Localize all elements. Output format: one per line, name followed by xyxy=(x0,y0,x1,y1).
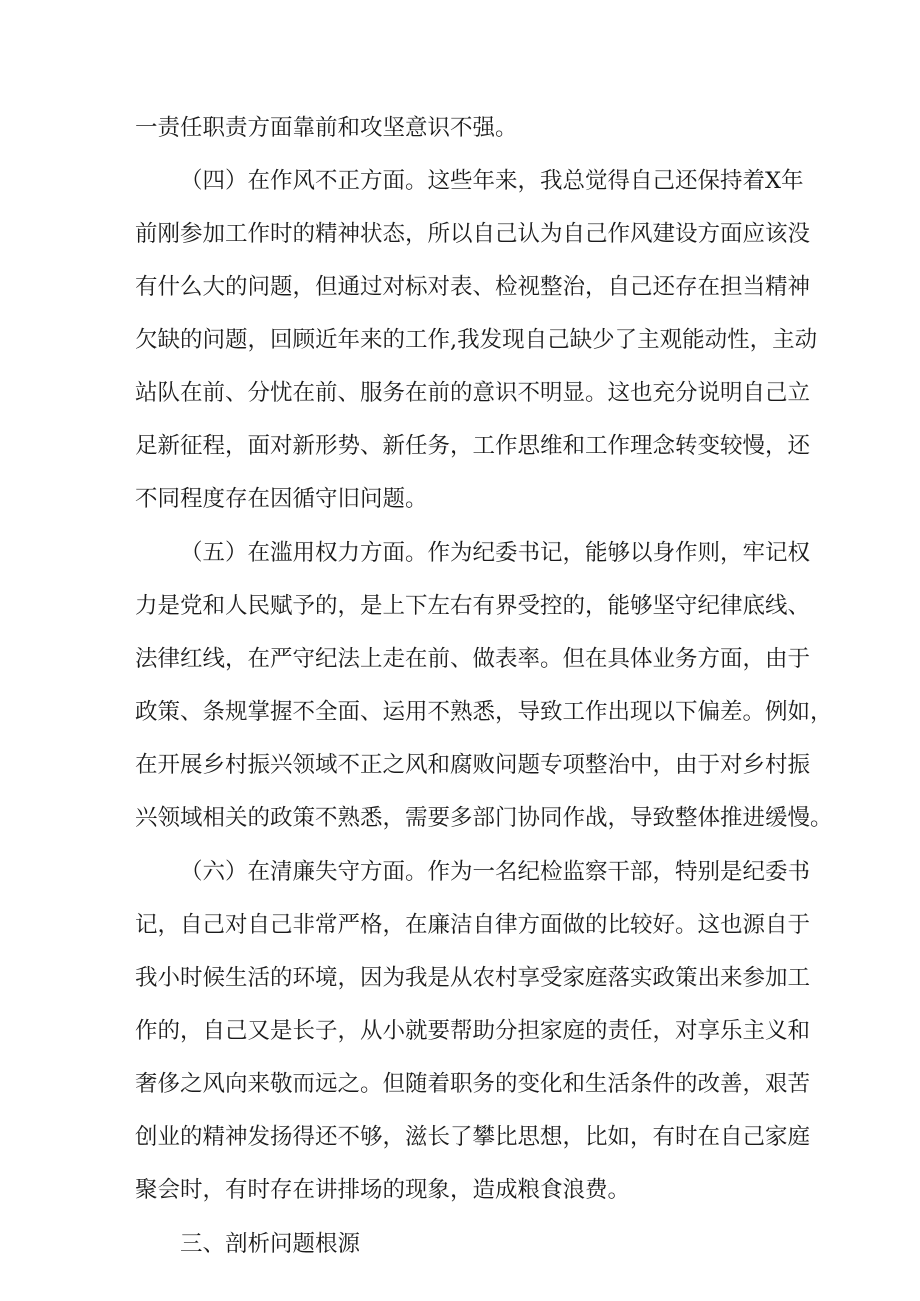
paragraph-line: （六）在清廉失守方面。作为一名纪检监察干部，特别是纪委书 xyxy=(180,859,811,885)
section-heading: 三、剖析问题根源 xyxy=(180,1231,361,1257)
paragraph-line: 聚会时，有时存在讲排场的现象，造成粮食浪费。 xyxy=(135,1177,631,1203)
paragraph-line: 兴领域相关的政策不熟悉，需要多部门协同作战，导致整体推进缓慢。 xyxy=(135,805,833,831)
paragraph-line: 我小时候生活的环境，因为我是从农村享受家庭落实政策出来参加工 xyxy=(135,965,811,991)
paragraph-line: 奢侈之风向来敬而远之。但随着职务的变化和生活条件的改善，艰苦 xyxy=(135,1071,811,1097)
paragraph-line: 作的，自己又是长子，从小就要帮助分担家庭的责任，对享乐主义和 xyxy=(135,1018,811,1044)
paragraph-line: 政策、条规掌握不全面、运用不熟悉，导致工作出现以下偏差。例如， xyxy=(135,699,833,725)
paragraph-line: （五）在滥用权力方面。作为纪委书记，能够以身作则，牢记权 xyxy=(180,540,811,566)
paragraph-line: （四）在作风不正方面。这些年来，我总觉得自己还保持着X年 xyxy=(180,168,804,194)
paragraph-line: 在开展乡村振兴领域不正之风和腐败问题专项整治中，由于对乡村振 xyxy=(135,752,811,778)
paragraph-line: 前刚参加工作时的精神状态，所以自己认为自己作风建设方面应该没 xyxy=(135,221,811,247)
paragraph-line: 不同程度存在因循守旧问题。 xyxy=(135,486,428,512)
paragraph-line: 足新征程，面对新形势、新任务，工作思维和工作理念转变较慢，还 xyxy=(135,433,811,459)
paragraph-line: 记，自己对自己非常严格，在廉洁自律方面做的比较好。这也源自于 xyxy=(135,912,811,938)
paragraph-line: 一责任职责方面靠前和攻坚意识不强。 xyxy=(135,115,518,141)
paragraph-line: 法律红线，在严守纪法上走在前、做表率。但在具体业务方面，由于 xyxy=(135,646,811,672)
paragraph-line: 力是党和人民赋予的，是上下左右有界受控的，能够坚守纪律底线、 xyxy=(135,593,811,619)
paragraph-line: 有什么大的问题，但通过对标对表、检视整治，自己还存在担当精神 xyxy=(135,274,811,300)
paragraph-line: 创业的精神发扬得还不够，滋长了攀比思想，比如，有时在自己家庭 xyxy=(135,1124,811,1150)
paragraph-line: 欠缺的问题，回顾近年来的工作,我发现自己缺少了主观能动性，主动 xyxy=(135,327,818,353)
paragraph-line: 站队在前、分忧在前、服务在前的意识不明显。这也充分说明自己立 xyxy=(135,380,811,406)
